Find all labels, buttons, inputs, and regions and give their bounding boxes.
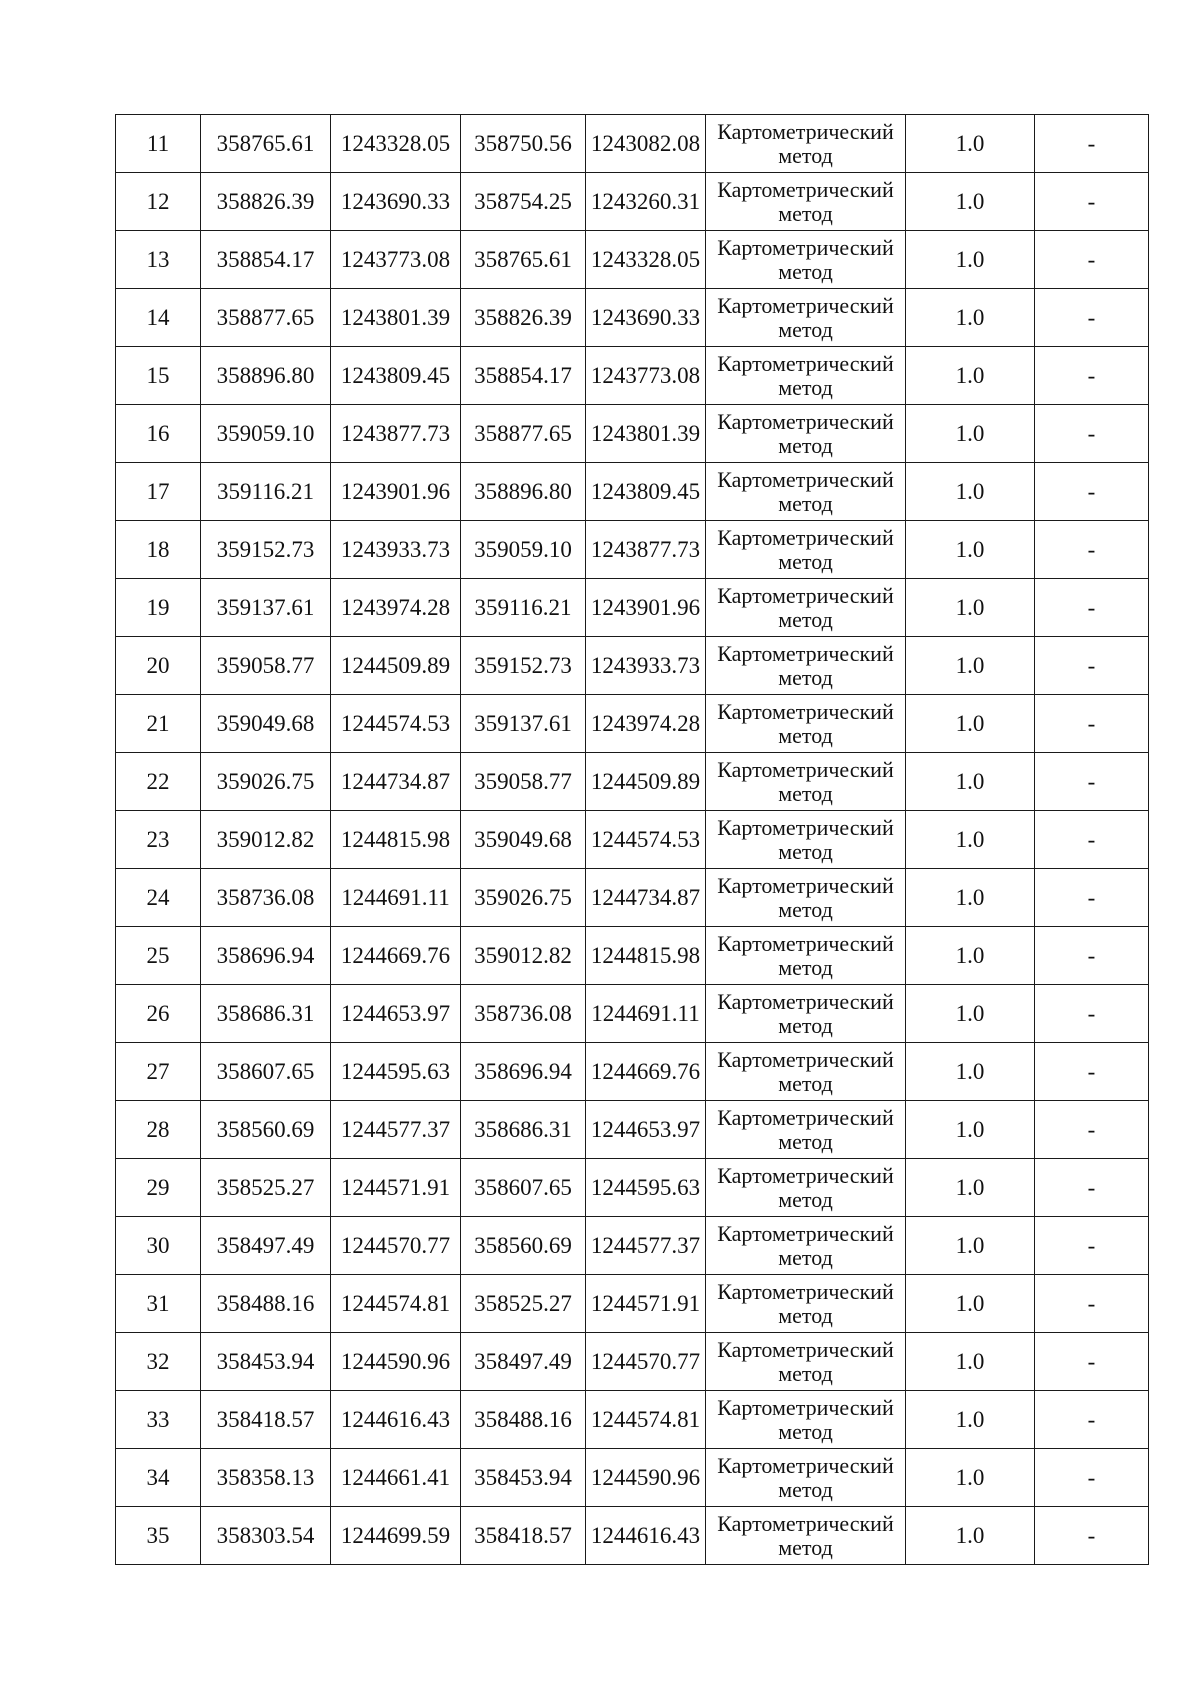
table-body — [116, 115, 1149, 1565]
table-row — [116, 347, 1149, 405]
accuracy-cell: 1.0 — [906, 637, 1035, 695]
method-line-1: Картометрический — [717, 582, 894, 608]
table-row — [116, 1333, 1149, 1391]
method-line-1: Картометрический — [717, 1046, 894, 1072]
y-coordinate-cell: 1244669.76 — [331, 927, 461, 985]
x-prev-coordinate-cell: 358826.39 — [461, 289, 586, 347]
method-line-1: Картометрический — [717, 930, 894, 956]
accuracy-cell: 1.0 — [906, 521, 1035, 579]
y-prev-coordinate-cell: 1244577.37 — [586, 1217, 706, 1275]
method-line-1: Картометрический — [717, 698, 894, 724]
point-number-cell: 13 — [116, 231, 201, 289]
method-cell — [706, 753, 906, 811]
method-line-2: метод — [778, 142, 833, 168]
x-prev-coordinate-cell: 359152.73 — [461, 637, 586, 695]
x-prev-coordinate-cell: 359049.68 — [461, 811, 586, 869]
x-coordinate-cell: 359059.10 — [201, 405, 331, 463]
table-row — [116, 405, 1149, 463]
y-prev-coordinate-cell: 1244574.53 — [586, 811, 706, 869]
method-line-2: метод — [778, 1302, 833, 1328]
table-row — [116, 695, 1149, 753]
accuracy-cell: 1.0 — [906, 1391, 1035, 1449]
x-coordinate-cell: 358488.16 — [201, 1275, 331, 1333]
method-line-2: метод — [778, 1186, 833, 1212]
x-prev-coordinate-cell: 358560.69 — [461, 1217, 586, 1275]
accuracy-cell: 1.0 — [906, 1333, 1035, 1391]
y-coordinate-cell: 1244815.98 — [331, 811, 461, 869]
method-line-2: метод — [778, 664, 833, 690]
y-prev-coordinate-cell: 1243809.45 — [586, 463, 706, 521]
description-cell: - — [1035, 1101, 1149, 1159]
description-cell: - — [1035, 1391, 1149, 1449]
y-coordinate-cell: 1244734.87 — [331, 753, 461, 811]
point-number-cell: 22 — [116, 753, 201, 811]
table-row — [116, 869, 1149, 927]
table-row — [116, 1449, 1149, 1507]
y-coordinate-cell: 1243773.08 — [331, 231, 461, 289]
method-cell — [706, 405, 906, 463]
method-cell — [706, 927, 906, 985]
y-coordinate-cell: 1244571.91 — [331, 1159, 461, 1217]
method-line-2: метод — [778, 432, 833, 458]
x-coordinate-cell: 358418.57 — [201, 1391, 331, 1449]
x-coordinate-cell: 358560.69 — [201, 1101, 331, 1159]
x-prev-coordinate-cell: 358607.65 — [461, 1159, 586, 1217]
table-row — [116, 1391, 1149, 1449]
table-row — [116, 1101, 1149, 1159]
point-number-cell: 15 — [116, 347, 201, 405]
point-number-cell: 29 — [116, 1159, 201, 1217]
table-row — [116, 289, 1149, 347]
accuracy-cell: 1.0 — [906, 173, 1035, 231]
method-line-1: Картометрический — [717, 524, 894, 550]
x-coordinate-cell: 358765.61 — [201, 115, 331, 173]
y-coordinate-cell: 1243809.45 — [331, 347, 461, 405]
x-coordinate-cell: 359116.21 — [201, 463, 331, 521]
y-prev-coordinate-cell: 1243773.08 — [586, 347, 706, 405]
y-coordinate-cell: 1244574.81 — [331, 1275, 461, 1333]
table-row — [116, 1275, 1149, 1333]
y-prev-coordinate-cell: 1244669.76 — [586, 1043, 706, 1101]
point-number-cell: 30 — [116, 1217, 201, 1275]
description-cell: - — [1035, 347, 1149, 405]
x-coordinate-cell: 359049.68 — [201, 695, 331, 753]
accuracy-cell: 1.0 — [906, 1101, 1035, 1159]
x-coordinate-cell: 358607.65 — [201, 1043, 331, 1101]
y-prev-coordinate-cell: 1244570.77 — [586, 1333, 706, 1391]
point-number-cell: 17 — [116, 463, 201, 521]
accuracy-cell: 1.0 — [906, 115, 1035, 173]
point-number-cell: 31 — [116, 1275, 201, 1333]
y-coordinate-cell: 1243974.28 — [331, 579, 461, 637]
point-number-cell: 25 — [116, 927, 201, 985]
x-coordinate-cell: 359058.77 — [201, 637, 331, 695]
coordinates-table — [115, 114, 1149, 1565]
y-prev-coordinate-cell: 1243082.08 — [586, 115, 706, 173]
method-line-1: Картометрический — [717, 1220, 894, 1246]
method-line-2: метод — [778, 1012, 833, 1038]
x-coordinate-cell: 359026.75 — [201, 753, 331, 811]
x-coordinate-cell: 358896.80 — [201, 347, 331, 405]
description-cell: - — [1035, 1275, 1149, 1333]
method-cell — [706, 869, 906, 927]
y-coordinate-cell: 1244595.63 — [331, 1043, 461, 1101]
method-line-1: Картометрический — [717, 1394, 894, 1420]
method-line-2: метод — [778, 548, 833, 574]
description-cell: - — [1035, 521, 1149, 579]
method-line-1: Картометрический — [717, 1336, 894, 1362]
method-line-1: Картометрический — [717, 1162, 894, 1188]
y-prev-coordinate-cell: 1243901.96 — [586, 579, 706, 637]
y-prev-coordinate-cell: 1243933.73 — [586, 637, 706, 695]
description-cell: - — [1035, 1333, 1149, 1391]
description-cell: - — [1035, 289, 1149, 347]
point-number-cell: 14 — [116, 289, 201, 347]
description-cell: - — [1035, 637, 1149, 695]
method-line-1: Картометрический — [717, 1510, 894, 1536]
description-cell: - — [1035, 1217, 1149, 1275]
table-row — [116, 115, 1149, 173]
method-line-2: метод — [778, 316, 833, 342]
method-line-1: Картометрический — [717, 814, 894, 840]
description-cell: - — [1035, 927, 1149, 985]
method-line-1: Картометрический — [717, 988, 894, 1014]
point-number-cell: 11 — [116, 115, 201, 173]
method-cell — [706, 1391, 906, 1449]
method-cell — [706, 1449, 906, 1507]
method-line-1: Картометрический — [717, 1104, 894, 1130]
y-coordinate-cell: 1243801.39 — [331, 289, 461, 347]
x-prev-coordinate-cell: 358765.61 — [461, 231, 586, 289]
y-prev-coordinate-cell: 1244616.43 — [586, 1507, 706, 1565]
x-prev-coordinate-cell: 358453.94 — [461, 1449, 586, 1507]
accuracy-cell: 1.0 — [906, 231, 1035, 289]
description-cell: - — [1035, 231, 1149, 289]
method-cell — [706, 289, 906, 347]
x-coordinate-cell: 358854.17 — [201, 231, 331, 289]
point-number-cell: 18 — [116, 521, 201, 579]
method-line-1: Картометрический — [717, 872, 894, 898]
x-coordinate-cell: 358303.54 — [201, 1507, 331, 1565]
accuracy-cell: 1.0 — [906, 1275, 1035, 1333]
y-coordinate-cell: 1243690.33 — [331, 173, 461, 231]
description-cell: - — [1035, 463, 1149, 521]
description-cell: - — [1035, 115, 1149, 173]
method-line-2: метод — [778, 1534, 833, 1560]
point-number-cell: 16 — [116, 405, 201, 463]
table-row — [116, 637, 1149, 695]
point-number-cell: 24 — [116, 869, 201, 927]
method-line-2: метод — [778, 258, 833, 284]
x-coordinate-cell: 359137.61 — [201, 579, 331, 637]
method-line-1: Картометрический — [717, 176, 894, 202]
method-cell — [706, 811, 906, 869]
method-line-1: Картометрический — [717, 466, 894, 492]
y-prev-coordinate-cell: 1243801.39 — [586, 405, 706, 463]
method-line-1: Картометрический — [717, 234, 894, 260]
method-line-2: метод — [778, 374, 833, 400]
x-prev-coordinate-cell: 358854.17 — [461, 347, 586, 405]
method-line-2: метод — [778, 722, 833, 748]
y-prev-coordinate-cell: 1244571.91 — [586, 1275, 706, 1333]
method-cell — [706, 579, 906, 637]
y-coordinate-cell: 1244574.53 — [331, 695, 461, 753]
table-row — [116, 753, 1149, 811]
accuracy-cell: 1.0 — [906, 1217, 1035, 1275]
description-cell: - — [1035, 1507, 1149, 1565]
y-prev-coordinate-cell: 1243877.73 — [586, 521, 706, 579]
accuracy-cell: 1.0 — [906, 463, 1035, 521]
accuracy-cell: 1.0 — [906, 405, 1035, 463]
method-cell — [706, 173, 906, 231]
description-cell: - — [1035, 1043, 1149, 1101]
x-prev-coordinate-cell: 358525.27 — [461, 1275, 586, 1333]
method-line-2: метод — [778, 1418, 833, 1444]
method-line-2: метод — [778, 606, 833, 632]
x-coordinate-cell: 358696.94 — [201, 927, 331, 985]
x-prev-coordinate-cell: 358696.94 — [461, 1043, 586, 1101]
x-prev-coordinate-cell: 359026.75 — [461, 869, 586, 927]
x-prev-coordinate-cell: 358686.31 — [461, 1101, 586, 1159]
method-cell — [706, 1043, 906, 1101]
x-coordinate-cell: 358453.94 — [201, 1333, 331, 1391]
x-prev-coordinate-cell: 359058.77 — [461, 753, 586, 811]
y-prev-coordinate-cell: 1243690.33 — [586, 289, 706, 347]
description-cell: - — [1035, 405, 1149, 463]
accuracy-cell: 1.0 — [906, 753, 1035, 811]
table-row — [116, 1507, 1149, 1565]
x-prev-coordinate-cell: 358750.56 — [461, 115, 586, 173]
x-prev-coordinate-cell: 358877.65 — [461, 405, 586, 463]
y-coordinate-cell: 1243901.96 — [331, 463, 461, 521]
method-line-1: Картометрический — [717, 756, 894, 782]
method-cell — [706, 521, 906, 579]
x-prev-coordinate-cell: 359116.21 — [461, 579, 586, 637]
table-row — [116, 985, 1149, 1043]
x-prev-coordinate-cell: 358418.57 — [461, 1507, 586, 1565]
point-number-cell: 27 — [116, 1043, 201, 1101]
description-cell: - — [1035, 695, 1149, 753]
accuracy-cell: 1.0 — [906, 289, 1035, 347]
point-number-cell: 26 — [116, 985, 201, 1043]
method-cell — [706, 1333, 906, 1391]
method-line-2: метод — [778, 1360, 833, 1386]
method-line-1: Картометрический — [717, 640, 894, 666]
method-cell — [706, 115, 906, 173]
x-prev-coordinate-cell: 358497.49 — [461, 1333, 586, 1391]
accuracy-cell: 1.0 — [906, 1449, 1035, 1507]
table-row — [116, 1159, 1149, 1217]
description-cell: - — [1035, 869, 1149, 927]
method-line-2: метод — [778, 780, 833, 806]
table-row — [116, 811, 1149, 869]
point-number-cell: 19 — [116, 579, 201, 637]
point-number-cell: 20 — [116, 637, 201, 695]
table-row — [116, 231, 1149, 289]
y-prev-coordinate-cell: 1244574.81 — [586, 1391, 706, 1449]
method-line-2: метод — [778, 1128, 833, 1154]
x-prev-coordinate-cell: 358896.80 — [461, 463, 586, 521]
method-cell — [706, 695, 906, 753]
method-line-2: метод — [778, 896, 833, 922]
y-prev-coordinate-cell: 1244734.87 — [586, 869, 706, 927]
y-prev-coordinate-cell: 1244590.96 — [586, 1449, 706, 1507]
x-prev-coordinate-cell: 359012.82 — [461, 927, 586, 985]
x-coordinate-cell: 358877.65 — [201, 289, 331, 347]
x-coordinate-cell: 359152.73 — [201, 521, 331, 579]
x-coordinate-cell: 358497.49 — [201, 1217, 331, 1275]
method-line-2: метод — [778, 490, 833, 516]
method-line-2: метод — [778, 1476, 833, 1502]
accuracy-cell: 1.0 — [906, 347, 1035, 405]
y-prev-coordinate-cell: 1243260.31 — [586, 173, 706, 231]
accuracy-cell: 1.0 — [906, 1043, 1035, 1101]
description-cell: - — [1035, 1449, 1149, 1507]
table-row — [116, 463, 1149, 521]
accuracy-cell: 1.0 — [906, 811, 1035, 869]
table-row — [116, 173, 1149, 231]
method-line-1: Картометрический — [717, 292, 894, 318]
method-cell — [706, 1507, 906, 1565]
x-prev-coordinate-cell: 358488.16 — [461, 1391, 586, 1449]
x-coordinate-cell: 358736.08 — [201, 869, 331, 927]
y-coordinate-cell: 1244590.96 — [331, 1333, 461, 1391]
method-cell — [706, 1217, 906, 1275]
method-line-1: Картометрический — [717, 350, 894, 376]
method-line-2: метод — [778, 1244, 833, 1270]
method-line-2: метод — [778, 838, 833, 864]
method-cell — [706, 347, 906, 405]
accuracy-cell: 1.0 — [906, 695, 1035, 753]
y-coordinate-cell: 1244653.97 — [331, 985, 461, 1043]
y-prev-coordinate-cell: 1244691.11 — [586, 985, 706, 1043]
description-cell: - — [1035, 1159, 1149, 1217]
method-cell — [706, 463, 906, 521]
accuracy-cell: 1.0 — [906, 579, 1035, 637]
method-line-2: метод — [778, 200, 833, 226]
method-cell — [706, 1101, 906, 1159]
accuracy-cell: 1.0 — [906, 869, 1035, 927]
accuracy-cell: 1.0 — [906, 1159, 1035, 1217]
point-number-cell: 35 — [116, 1507, 201, 1565]
method-line-1: Картометрический — [717, 408, 894, 434]
point-number-cell: 33 — [116, 1391, 201, 1449]
table-row — [116, 579, 1149, 637]
y-prev-coordinate-cell: 1244653.97 — [586, 1101, 706, 1159]
point-number-cell: 32 — [116, 1333, 201, 1391]
x-coordinate-cell: 359012.82 — [201, 811, 331, 869]
y-coordinate-cell: 1244691.11 — [331, 869, 461, 927]
table-row — [116, 927, 1149, 985]
description-cell: - — [1035, 173, 1149, 231]
y-prev-coordinate-cell: 1243328.05 — [586, 231, 706, 289]
method-line-2: метод — [778, 954, 833, 980]
y-coordinate-cell: 1244570.77 — [331, 1217, 461, 1275]
method-line-2: метод — [778, 1070, 833, 1096]
table-row — [116, 1043, 1149, 1101]
point-number-cell: 28 — [116, 1101, 201, 1159]
table-row — [116, 521, 1149, 579]
x-prev-coordinate-cell: 359059.10 — [461, 521, 586, 579]
x-prev-coordinate-cell: 358736.08 — [461, 985, 586, 1043]
method-line-1: Картометрический — [717, 118, 894, 144]
y-prev-coordinate-cell: 1244595.63 — [586, 1159, 706, 1217]
x-prev-coordinate-cell: 358754.25 — [461, 173, 586, 231]
point-number-cell: 34 — [116, 1449, 201, 1507]
point-number-cell: 12 — [116, 173, 201, 231]
y-coordinate-cell: 1243877.73 — [331, 405, 461, 463]
y-coordinate-cell: 1244699.59 — [331, 1507, 461, 1565]
point-number-cell: 21 — [116, 695, 201, 753]
method-line-1: Картометрический — [717, 1452, 894, 1478]
method-cell — [706, 1159, 906, 1217]
description-cell: - — [1035, 811, 1149, 869]
x-coordinate-cell: 358525.27 — [201, 1159, 331, 1217]
x-prev-coordinate-cell: 359137.61 — [461, 695, 586, 753]
accuracy-cell: 1.0 — [906, 985, 1035, 1043]
y-coordinate-cell: 1243933.73 — [331, 521, 461, 579]
y-prev-coordinate-cell: 1244509.89 — [586, 753, 706, 811]
method-line-1: Картометрический — [717, 1278, 894, 1304]
accuracy-cell: 1.0 — [906, 1507, 1035, 1565]
accuracy-cell: 1.0 — [906, 927, 1035, 985]
y-coordinate-cell: 1243328.05 — [331, 115, 461, 173]
method-cell — [706, 231, 906, 289]
x-coordinate-cell: 358358.13 — [201, 1449, 331, 1507]
x-coordinate-cell: 358686.31 — [201, 985, 331, 1043]
y-coordinate-cell: 1244577.37 — [331, 1101, 461, 1159]
method-cell — [706, 1275, 906, 1333]
method-cell — [706, 985, 906, 1043]
description-cell: - — [1035, 579, 1149, 637]
method-cell — [706, 637, 906, 695]
y-coordinate-cell: 1244661.41 — [331, 1449, 461, 1507]
y-prev-coordinate-cell: 1244815.98 — [586, 927, 706, 985]
description-cell: - — [1035, 753, 1149, 811]
table-row — [116, 1217, 1149, 1275]
description-cell: - — [1035, 985, 1149, 1043]
x-coordinate-cell: 358826.39 — [201, 173, 331, 231]
y-coordinate-cell: 1244616.43 — [331, 1391, 461, 1449]
point-number-cell: 23 — [116, 811, 201, 869]
y-coordinate-cell: 1244509.89 — [331, 637, 461, 695]
y-prev-coordinate-cell: 1243974.28 — [586, 695, 706, 753]
